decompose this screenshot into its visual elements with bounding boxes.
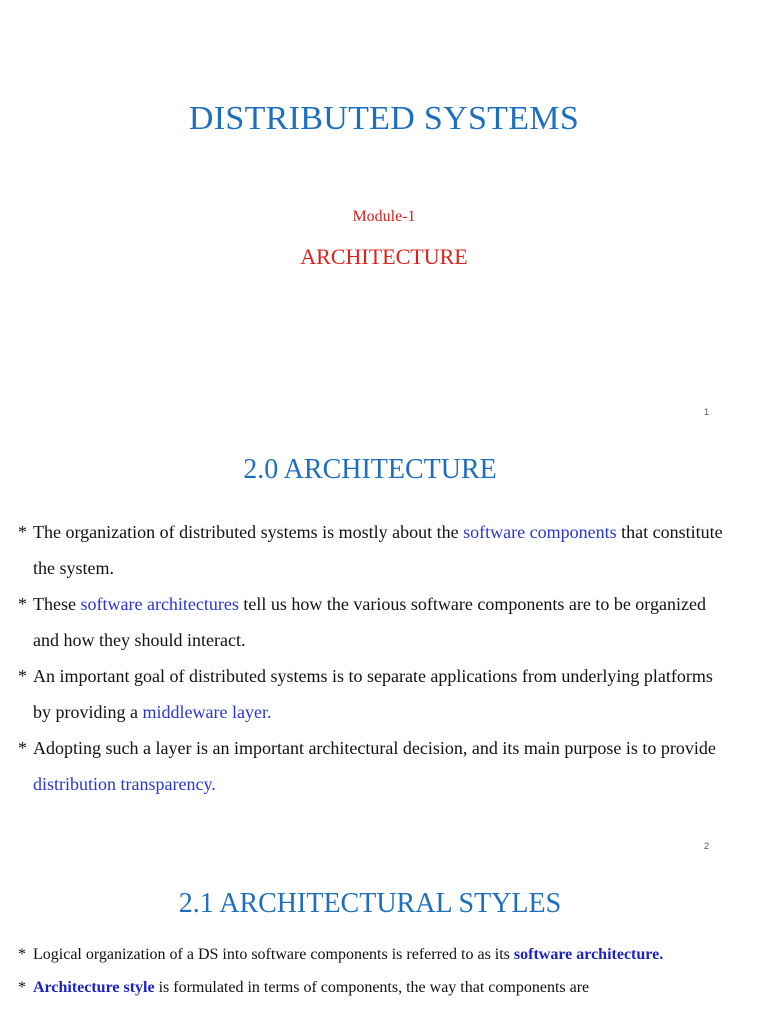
highlight-term: software architecture. [513, 946, 664, 963]
bullet-marker: * [18, 666, 27, 686]
title-slide [0, 0, 768, 432]
highlight-term: software components [463, 522, 617, 542]
slide-title: 2.0 ARCHITECTURE [243, 454, 497, 485]
bullet-item [18, 586, 730, 658]
bullet-item [18, 972, 730, 1005]
bullet-text: Logical organization of a DS into software components is referred to as its [33, 946, 514, 963]
bullet-text: Adopting such a layer is an important architectural decision, and its main purpose is to provide [33, 738, 716, 758]
presentation-subtitle: ARCHITECTURE [300, 244, 468, 269]
bullet-item [18, 658, 730, 730]
bullet-item [18, 514, 730, 586]
bullet-marker: * [18, 946, 26, 963]
bullet-marker: * [18, 522, 27, 542]
page-number: 2 [704, 841, 710, 851]
module-label: Module-1 [352, 208, 416, 225]
bullet-marker: * [18, 594, 27, 614]
architectural-styles-slide [0, 864, 768, 1024]
highlight-term: Architecture style [33, 978, 155, 996]
bullet-item [18, 939, 730, 972]
bullet-text: tell us how the various software components are to be organized and how they should interact. [33, 594, 706, 650]
page-number: 1 [704, 407, 710, 417]
slide-title: 2.1 ARCHITECTURAL STYLES [178, 888, 562, 919]
bullet-list [18, 514, 730, 802]
highlight-term: distribution transparency. [33, 774, 216, 794]
presentation-title: DISTRIBUTED SYSTEMS [188, 100, 580, 137]
bullet-marker: * [18, 738, 27, 758]
bullet-item [18, 730, 730, 802]
bullet-text: The organization of distributed systems is mostly about the [33, 522, 464, 542]
bullet-list [18, 939, 730, 1004]
highlight-term: middleware layer. [142, 702, 272, 722]
highlight-term: software architectures [80, 594, 239, 614]
architecture-slide [0, 432, 768, 864]
bullet-text: is formulated in terms of components, the way that components are [154, 978, 590, 996]
bullet-text: that constitute the system. [33, 522, 723, 578]
bullet-text: These [33, 594, 81, 614]
bullet-text: An important goal of distributed systems is to separate applications from underlying platforms by providing a [33, 666, 713, 722]
bullet-marker: * [18, 978, 26, 996]
